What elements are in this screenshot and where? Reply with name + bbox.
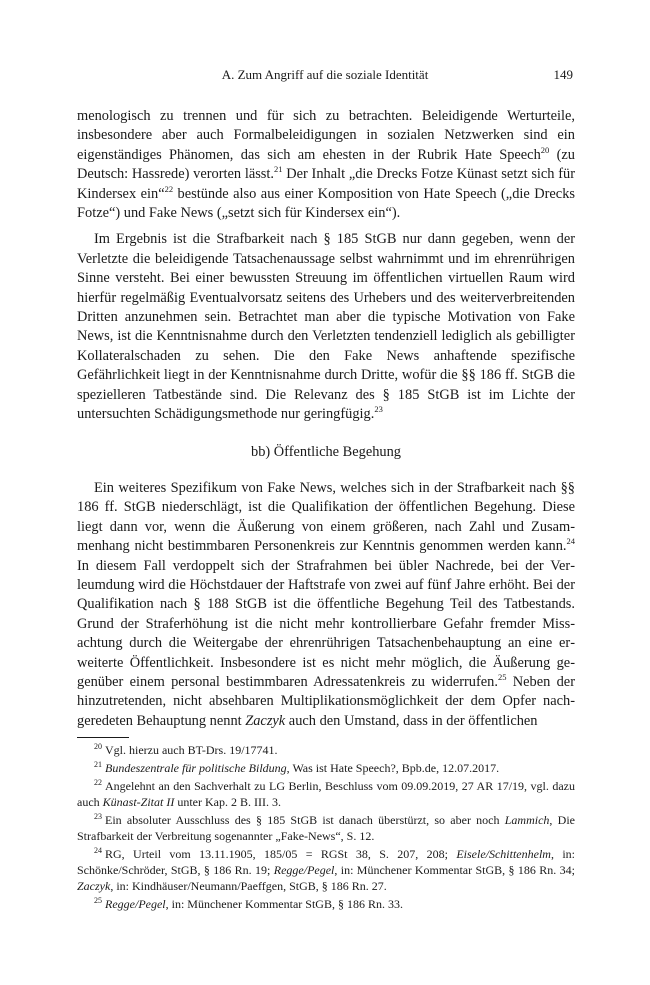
footnote-text: , in: Münchener Kommentar StGB, § 186 Rn. 33.	[165, 897, 403, 912]
footnote-number: 20	[94, 742, 102, 751]
text-run: In diesem Fall verdoppelt sich der Strafrahmen bei übler Nachrede, bei der Verleumdung wird die Höchstdauer der Haftstrafe von zwei auf fünf Jahre erhöht. Bei der Qualifikation nach § 188 StGB ist die öffentliche Begehung Teil des Tatbestands. Grund der Straferhöhung ist die nicht mehr kontrollierbare Gefahr fremder Missachtung durch die Weitergabe der ehrenrührigen Tatsachenbehauptung an eine erweiterte Öffentlichkeit. Insbesondere ist es nicht mehr möglich, die Äußerung gegenüber einem personal bestimmbaren Adressatenkreis zu widerrufen.	[77, 557, 575, 690]
footnote-number: 23	[94, 812, 102, 822]
text-run: auch den Umstand, dass in der öffentlichen	[285, 712, 538, 729]
running-title: A. Zum Angriff auf die soziale Identität	[221, 67, 429, 82]
paragraph-2	[77, 230, 575, 424]
footnote-ref-22: 22	[164, 183, 174, 194]
footnote-separator	[77, 737, 129, 738]
text-run: Neben der hinzutretenden, nicht absehbaren Multiplikationsmöglichkeit der dem Opfer nachgeredeten Behauptung nennt	[77, 673, 575, 729]
footnote-author: Regge/Pegel	[273, 863, 335, 878]
paragraph-3	[77, 479, 575, 731]
text-run: menologisch zu trennen und für sich zu betrachten. Beleidigende Werturteile, insbesondere aber auch Formalbeleidigungen in sozialen Netzwerken sind ein eigenständiges Phänomen, das sich am ehesten in der Rubrik Hate Speech	[77, 108, 575, 163]
text-run: Der Inhalt „die Drecks Fotze Künast setzt sich für Kindersex ein“	[77, 166, 576, 202]
footnote-number: 24	[94, 846, 102, 856]
footnote-23	[77, 813, 575, 845]
footnote-ref-20: 20	[540, 144, 550, 155]
footnote-text: , Was ist Hate Speech?, Bpb.de, 12.07.2017.	[286, 761, 500, 776]
body-text	[77, 107, 575, 731]
section-heading: bb) Öffentliche Begehung	[251, 443, 401, 460]
footnote-text: Vgl. hierzu auch BT-Drs. 19/17741.	[105, 743, 278, 757]
text-run: bestünde also aus einer Komposition von Hate Speech („die Drecks Fotze“) und Fake News („setzt sich für Kindersex ein“).	[77, 185, 575, 222]
footnote-text: Ein absoluter Ausschluss des § 185 StGB ist danach überstürzt, so aber noch	[105, 813, 505, 828]
footnote-author: Bundeszentrale für politische Bildung	[105, 761, 287, 776]
text-run: Ein weiteres Spezifikum von Fake News, welches sich in der Strafbarkeit nach §§ 186 ff. StGB niederschlägt, ist die Qualifikation der öffentlichen Begehung. Diese liegt dann vor, wenn die Äußerung von einem größeren, nach Zahl und Zusammenhang nicht bestimmbaren Personenkreis zur Kenntnis genommen werden kann.	[77, 479, 575, 555]
footnote-text: , in: Schönke/Schröder, StGB, § 186 Rn. 19;	[77, 847, 575, 878]
footnote-24	[77, 847, 575, 894]
running-head	[0, 66, 650, 84]
footnote-author: Lammich	[504, 813, 550, 828]
footnote-text: , in: Kindhäuser/Neumann/Paeffgen, StGB, § 186 Rn. 27.	[110, 878, 387, 893]
footnote-22	[77, 779, 575, 811]
footnote-author: Regge/Pegel	[105, 897, 166, 912]
footnote-25	[77, 897, 575, 913]
footnote-author: Zaczyk	[77, 878, 111, 893]
footnote-citation: Künast-Zitat II	[102, 795, 175, 810]
text-run: (zu Deutsch: Hassrede) verorten lässt.	[77, 146, 575, 183]
footnote-ref-23: 23	[374, 404, 383, 415]
footnote-ref-25: 25	[497, 671, 507, 682]
page-number: 149	[553, 67, 573, 82]
footnote-20	[77, 743, 575, 759]
footnote-text: , in: Münchener Kommentar StGB, § 186 Rn. 34;	[334, 863, 575, 878]
footnote-ref-24: 24	[566, 536, 575, 547]
footnote-text: Angelehnt an den Sachverhalt zu LG Berlin, Beschluss vom 09.09.2019, 27 AR 17/19, vgl. dazu auch	[77, 779, 575, 810]
author-name: Zaczyk	[245, 712, 286, 729]
footnote-number: 25	[94, 896, 102, 906]
footnote-author: Eisele/Schittenhelm	[456, 847, 551, 862]
paragraph-1	[77, 107, 575, 223]
text-run: Im Ergebnis ist die Strafbarkeit nach § 185 StGB nur dann gegeben, wenn der Verletzte die beleidigende Tatsachenaussage selbst wahrnimmt und im ehrenrührigen Sinne versteht. Bei einer bewussten Streuung im öffentlichen virtuellen Raum wird hierfür regelmäßig Eventualvorsatz seitens des Urhebers und des weiterverbreitenden Dritten anzunehmen sein. Betrachtet man aber die typische Motivation von Fake News, ist die Kenntnisnahme durch den Verletzten tendenziell lediglich als gebilligter Kollateralschaden zu sehen. Die den Fake News anhaftende spezifische Gefährlichkeit liegt in der Kenntnisnahme durch Dritte, wofür die §§ 186 ff. StGB die spezielleren Tatbestände sind. Die Relevanz des § 185 StGB ist im Lichte der untersuchten Schädigungsmethode nur geringfügig.	[77, 231, 575, 423]
footnote-21	[77, 761, 575, 777]
footnotes	[77, 743, 575, 915]
footnote-text: unter Kap. 2 B. III. 3.	[174, 795, 281, 810]
footnote-number: 21	[94, 760, 102, 770]
footnote-ref-21: 21	[274, 164, 283, 175]
footnote-number: 22	[94, 778, 102, 788]
footnote-text: RG, Urteil vom 13.11.1905, 185/05 = RGSt 38, S. 207, 208;	[105, 847, 457, 862]
footnote-text: , Die Strafbarkeit der Verbreitung sogenannter „Fake-News“, S. 12.	[77, 813, 575, 844]
